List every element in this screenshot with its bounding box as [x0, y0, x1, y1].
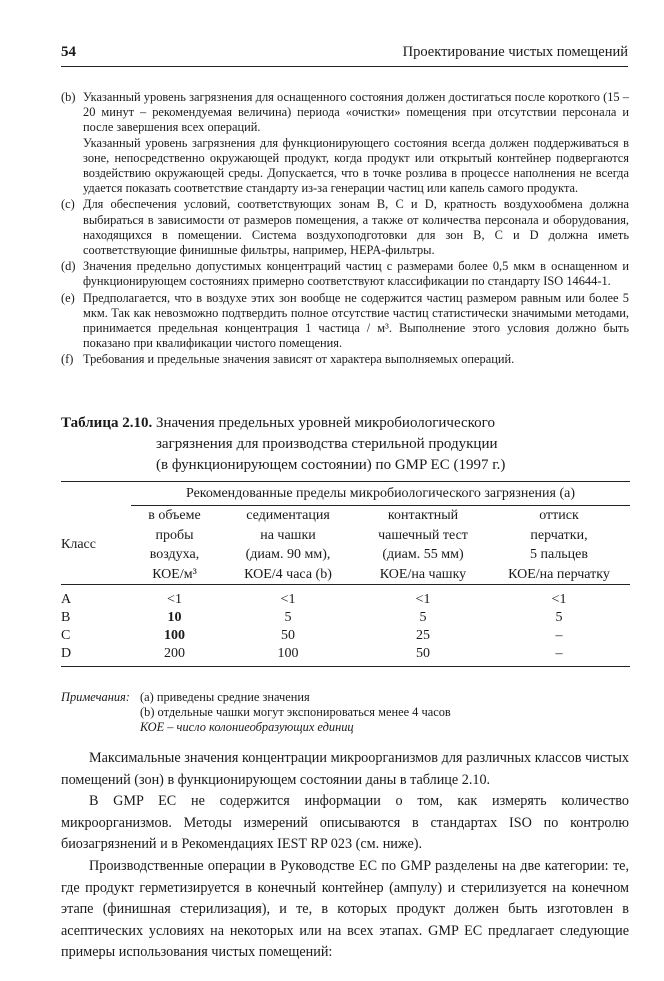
item-body — [83, 259, 629, 289]
table-label: Таблица 2.10. — [61, 415, 153, 431]
body-paragraph: В GMP ЕС не содержится информации о том, как измерять количество микроорганизмов. Методы измерений описываются в стандартах ISO по контролю биозагрязнений и в Рекомендациях IEST RP 023 (см. ниже). — [61, 793, 629, 853]
table-cell: 5 — [284, 609, 292, 625]
item-body — [83, 291, 629, 352]
item-body — [83, 90, 629, 196]
body-paragraph: Производственные операции в Руководстве ЕС по GMP разделены на две категории: те, где продукт герметизируется в конечный контейнер (ампулу) и стерилизуется на конечном этапе (финишная стерилизация), и те, в которых продукт должен быть изготовлен в асептических условиях на некоторых или на всех этапах. GMP ЕС предлагает следующие примеры использования чистых помещений: — [61, 857, 629, 961]
table-cell: 25 — [416, 627, 430, 643]
item-paragraph: Указанный уровень загрязнения для функционирующего состояния всегда должен поддерживаться в зоне, непосредственно окружающей продукт, когда продукт или открытый контейнер подвергаются воздействию окружающей среды. Допускается, что в точке розлива в процессе наполнения не всегда удается показать соответствие стандарту из-за генерации частиц или капель самого продукта. — [83, 135, 629, 196]
item-paragraph: Значения предельно допустимых концентраций частиц с размерами более 0,5 мкм в оснащенном и функционирующем состояниях примерно соответствуют классификации по стандарту ISO 14644-1. — [83, 259, 629, 289]
item-letter: (b) — [61, 90, 76, 104]
table-cell: 100 — [277, 645, 299, 661]
table-cell: D — [61, 645, 72, 661]
column-header: контактный чашечный тест (диам. 55 мм) КОЕ/на чашку — [378, 508, 468, 582]
header-rule — [61, 66, 628, 67]
notes-label: Примечания: — [61, 690, 130, 704]
table-row — [61, 609, 630, 627]
list-item — [61, 259, 629, 289]
item-paragraph: Для обеспечения условий, соответствующих зонам B, C и D, кратность воздухообмена должна выбираться в зависимости от размеров помещения, а также от количества персонала и оборудования, находящихся в помещении. Система воздухоподготовки для зон B, C и D должна иметь соответствующие финишные фильтры, например, HEPA-фильтры. — [83, 197, 629, 258]
table-cell: 50 — [416, 645, 430, 661]
table-cell: C — [61, 627, 71, 643]
table-cell: <1 — [167, 591, 182, 607]
table-header-row — [61, 506, 630, 585]
item-letter: (d) — [61, 259, 76, 274]
table-caption — [61, 413, 505, 476]
item-letter: (c) — [61, 197, 75, 212]
list-item — [61, 291, 629, 352]
item-letter: (e) — [61, 290, 75, 305]
column-header: Класс — [61, 537, 96, 553]
item-letter: (f) — [61, 352, 74, 367]
note-line: (а) приведены средние значения — [140, 690, 310, 704]
column-header: оттиск перчатки, 5 пальцев КОЕ/на перчатку — [508, 508, 610, 582]
column-header: седиментация на чашки (диам. 90 мм), КОЕ/4 часа (b) — [244, 508, 332, 582]
column-header: в объеме пробы воздуха, КОЕ/м³ — [148, 508, 201, 582]
table-row — [61, 585, 630, 609]
table-cell: <1 — [551, 591, 567, 607]
table-title-line: загрязнения для производства стерильной продукции — [156, 436, 498, 452]
table-cell: – — [555, 627, 563, 643]
table-cell: 100 — [164, 627, 185, 643]
table-cell: 200 — [164, 645, 185, 661]
table-cell: 50 — [281, 627, 295, 643]
data-table — [61, 506, 630, 667]
table-cell: – — [555, 645, 563, 661]
table-group-header: Рекомендованные пределы микробиологического загрязнения (а) — [185, 486, 576, 501]
table-cell: A — [61, 591, 72, 607]
table-cell: 10 — [167, 609, 182, 625]
note-line: (b) отдельные чашки могут экспонироваться менее 4 часов — [140, 705, 451, 720]
page-number: 54 — [61, 44, 76, 60]
item-paragraph: Требования и предельные значения зависят от характера выполняемых операций. — [83, 352, 515, 367]
list-item — [61, 90, 629, 196]
note-line: КОЕ – число колониеобразующих единиц — [140, 720, 354, 735]
table-cell: 5 — [555, 609, 563, 625]
item-body — [83, 197, 629, 258]
table-cell: <1 — [280, 591, 296, 607]
table-cell: <1 — [415, 591, 431, 607]
table-title-line: Значения предельных уровней микробиологического — [155, 415, 495, 431]
table-row — [61, 645, 630, 667]
table-cell: 5 — [419, 609, 427, 625]
limits-table — [61, 481, 630, 667]
running-header: Проектирование чистых помещений — [402, 44, 628, 60]
table-title-line: (в функционирующем состоянии) по GMP ЕС (1997 г.) — [156, 457, 506, 473]
item-body — [83, 352, 629, 367]
body-text — [61, 748, 629, 964]
list-item — [61, 197, 629, 258]
table-row — [61, 627, 630, 645]
notes-list — [61, 90, 629, 369]
list-item — [61, 352, 629, 367]
item-paragraph: Предполагается, что в воздухе этих зон вообще не содержится частиц размером равным или более 5 мкм. Так как невозможно подтвердить полное отсутствие частиц статистически значимыми методами, принимается предельная концентрация 1 частица / м³. Выполнение этого условия должно быть показано при квалификации чистого помещения. — [83, 290, 629, 351]
table-cell: B — [61, 609, 71, 625]
body-paragraph: Максимальные значения концентрации микроорганизмов для различных классов чистых помещений (зон) в функционирующем состоянии даны в таблице 2.10. — [61, 750, 629, 788]
item-paragraph: Указанный уровень загрязнения для оснащенного состояния должен достигаться после короткого (15 – 20 минут – рекомендуемая величина) периода «очистки» помещения при отсутствии персонала и после завершения всех операций. — [83, 90, 629, 135]
